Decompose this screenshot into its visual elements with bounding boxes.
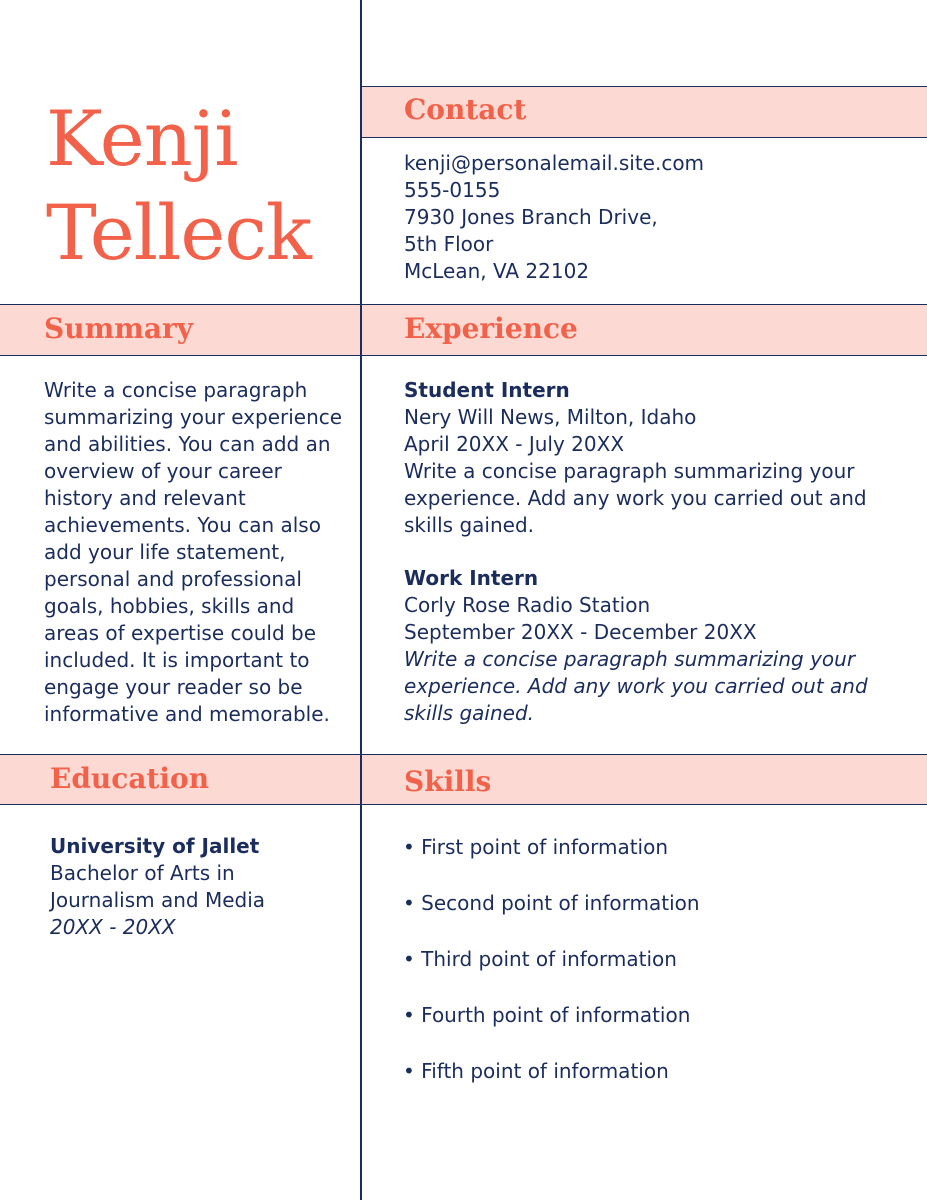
summary-line: personal and professional <box>44 567 302 591</box>
summary-line: goals, hobbies, skills and <box>44 594 295 618</box>
summary-line: achievements. You can also <box>44 513 321 537</box>
degree-line: Journalism and Media <box>50 888 266 912</box>
summary-line: and abilities. You can add an <box>44 432 331 456</box>
candidate-name <box>46 92 311 280</box>
column-divider <box>360 0 362 1200</box>
skill-item: • Second point of information <box>403 891 700 915</box>
job-company: Nery Will News, Milton, Idaho <box>404 405 697 429</box>
school-name: University of Jallet <box>50 834 260 858</box>
contact-phone: 555-0155 <box>404 178 501 202</box>
summary-line: informative and memorable. <box>44 702 330 726</box>
skills-heading: Skills <box>404 765 492 798</box>
job-description-line: experience. Add any work you carried out and <box>404 674 868 698</box>
job-description-line: experience. Add any work you carried out and <box>404 486 867 510</box>
skills-list <box>403 834 700 1114</box>
job-description-line: Write a concise paragraph summarizing your <box>404 459 855 483</box>
skill-item: • Fifth point of information <box>403 1059 669 1083</box>
contact-address-line: McLean, VA 22102 <box>404 259 590 283</box>
first-name: Kenji <box>46 94 238 183</box>
summary-line: add your life statement, <box>44 540 286 564</box>
job-title: Work Intern <box>404 566 539 590</box>
job-title: Student Intern <box>404 378 570 402</box>
contact-address-line: 5th Floor <box>404 232 494 256</box>
summary-line: summarizing your experience <box>44 405 343 429</box>
contact-details <box>404 150 704 285</box>
experience-job-1 <box>404 377 867 539</box>
contact-email: kenji@personalemail.site.com <box>404 151 705 175</box>
job-description-line: skills gained. <box>404 701 534 725</box>
job-description-line: Write a concise paragraph summarizing your <box>404 647 856 671</box>
job-description-line: skills gained. <box>404 513 534 537</box>
summary-text <box>44 377 342 728</box>
education-heading: Education <box>50 762 210 795</box>
summary-line: overview of your career <box>44 459 282 483</box>
last-name: Telleck <box>46 188 311 277</box>
job-dates: April 20XX - July 20XX <box>404 432 625 456</box>
summary-line: Write a concise paragraph <box>44 378 308 402</box>
job-company: Corly Rose Radio Station <box>404 593 651 617</box>
summary-heading: Summary <box>44 312 193 345</box>
skill-item: • Third point of information <box>403 947 677 971</box>
experience-job-2 <box>404 565 868 727</box>
contact-address-line: 7930 Jones Branch Drive, <box>404 205 658 229</box>
contact-heading: Contact <box>404 93 527 126</box>
summary-line: included. It is important to <box>44 648 310 672</box>
degree-line: Bachelor of Arts in <box>50 861 235 885</box>
summary-line: history and relevant <box>44 486 246 510</box>
education-details <box>50 833 265 941</box>
education-dates: 20XX - 20XX <box>50 915 176 939</box>
summary-line: areas of expertise could be <box>44 621 317 645</box>
skill-item: • First point of information <box>403 835 669 859</box>
experience-heading: Experience <box>404 312 578 345</box>
job-dates: September 20XX - December 20XX <box>404 620 757 644</box>
summary-line: engage your reader so be <box>44 675 303 699</box>
skill-item: • Fourth point of information <box>403 1003 691 1027</box>
